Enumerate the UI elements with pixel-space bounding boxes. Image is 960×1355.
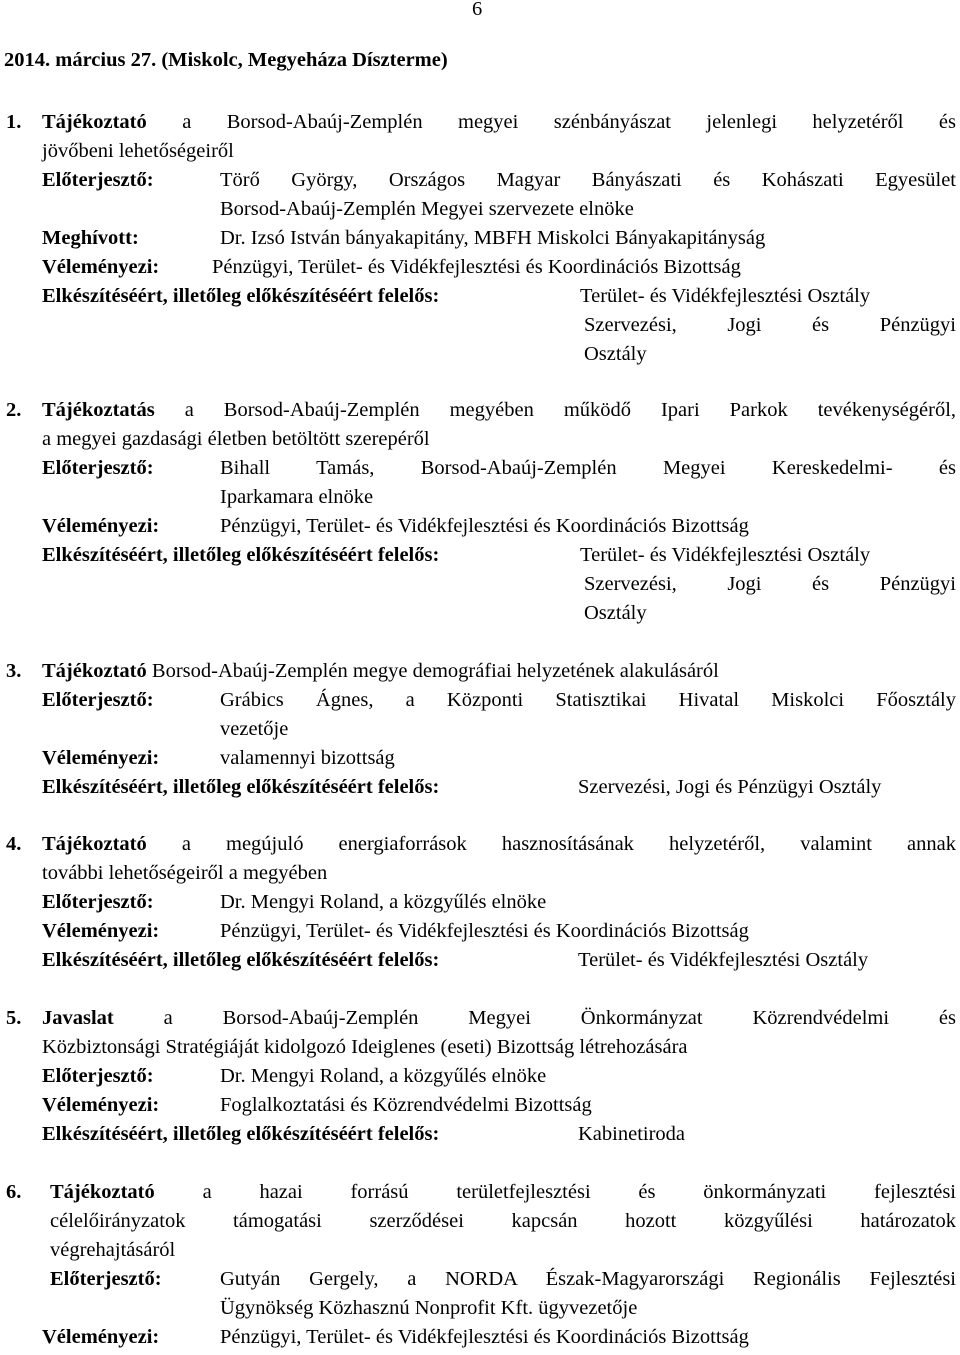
item-number: 3. xyxy=(6,660,22,682)
item-title-text: a Borsod-Abaúj-Zemplén Megyei Önkormányzat Közrendvédelmi és xyxy=(163,1007,957,1029)
responsible-value: Szervezési, Jogi és Pénzügyi xyxy=(584,314,956,336)
item-title-line: Közbiztonsági Stratégiáját kidolgozó Ideiglenes (eseti) Bizottság létrehozására xyxy=(42,1036,688,1058)
session-heading: 2014. március 27. (Miskolc, Megyeháza Díszterme) xyxy=(4,49,448,71)
item-title-line: a megyei gazdasági életben betöltött szerepéről xyxy=(42,428,430,450)
page-number: 6 xyxy=(472,0,483,20)
responsible-label: Elkészítéséért, illetőleg előkészítéséért felelős: xyxy=(42,285,440,307)
item-number: 2. xyxy=(6,399,22,421)
presenter-label: Előterjesztő: xyxy=(42,457,154,479)
invited-value: Dr. Izsó István bányakapitány, MBFH Miskolci Bányakapitányság xyxy=(220,227,766,249)
presenter-label: Előterjesztő: xyxy=(50,1268,162,1290)
item-title-text: a hazai forrású területfejlesztési és önkormányzati fejlesztési xyxy=(202,1181,957,1203)
responsible-value: Terület- és Vidékfejlesztési Osztály xyxy=(580,285,871,307)
item-number: 4. xyxy=(6,833,22,855)
presenter-value: Gutyán Gergely, a NORDA Észak-Magyarországi Regionális Fejlesztési xyxy=(220,1268,956,1290)
item-number: 5. xyxy=(6,1007,22,1029)
presenter-value: Borsod-Abaúj-Zemplén Megyei szervezete elnöke xyxy=(220,198,634,220)
presenter-label: Előterjesztő: xyxy=(42,689,154,711)
item-title-text: a Borsod-Abaúj-Zemplén megyében működő Ipari Parkok tevékenységéről, xyxy=(184,399,957,421)
reviewer-label: Véleményezi: xyxy=(42,256,160,278)
reviewer-value: valamennyi bizottság xyxy=(220,747,395,769)
presenter-value: Grábics Ágnes, a Központi Statisztikai Hivatal Miskolci Főosztály xyxy=(220,689,956,711)
item-keyword: Tájékoztató xyxy=(42,111,147,133)
item-title-line: további lehetőségeiről a megyében xyxy=(42,862,328,884)
presenter-value: Dr. Mengyi Roland, a közgyűlés elnöke xyxy=(220,891,547,913)
item-title-text: a Borsod-Abaúj-Zemplén megyei szénbányászat jelenlegi helyzetéről és xyxy=(182,111,956,133)
invited-label: Meghívott: xyxy=(42,227,139,249)
reviewer-label: Véleményezi: xyxy=(42,1094,160,1116)
reviewer-label: Véleményezi: xyxy=(42,747,160,769)
reviewer-value: Foglalkoztatási és Közrendvédelmi Bizottság xyxy=(220,1094,592,1116)
item-keyword: Tájékoztató xyxy=(42,833,147,855)
reviewer-value: Pénzügyi, Terület- és Vidékfejlesztési és Koordinációs Bizottság xyxy=(220,920,749,942)
item-title-text: Borsod-Abaúj-Zemplén megye demográfiai helyzetének alakulásáról xyxy=(151,660,719,682)
item-number: 6. xyxy=(6,1181,22,1203)
presenter-value: Törő György, Országos Magyar Bányászati és Kohászati Egyesület xyxy=(220,169,956,191)
responsible-label: Elkészítéséért, illetőleg előkészítéséért felelős: xyxy=(42,544,440,566)
responsible-value: Terület- és Vidékfejlesztési Osztály xyxy=(580,544,871,566)
item-title-line xyxy=(42,833,956,856)
item-number: 1. xyxy=(6,111,22,133)
presenter-value: Iparkamara elnöke xyxy=(220,486,374,508)
presenter-value: Bihall Tamás, Borsod-Abaúj-Zemplén Megyei Kereskedelmi- és xyxy=(220,457,956,479)
item-title-line xyxy=(42,1007,956,1030)
responsible-value: Kabinetiroda xyxy=(578,1123,686,1145)
presenter-label: Előterjesztő: xyxy=(42,891,154,913)
item-title-line xyxy=(50,1181,956,1204)
item-keyword: Tájékoztató xyxy=(42,660,147,682)
item-title-line xyxy=(42,399,956,422)
reviewer-label: Véleményezi: xyxy=(42,1326,160,1348)
presenter-label: Előterjesztő: xyxy=(42,169,154,191)
reviewer-label: Véleményezi: xyxy=(42,920,160,942)
item-keyword: Javaslat xyxy=(42,1007,114,1029)
responsible-value: Szervezési, Jogi és Pénzügyi xyxy=(584,573,956,595)
responsible-label: Elkészítéséért, illetőleg előkészítéséért felelős: xyxy=(42,776,440,798)
item-keyword: Tájékoztató xyxy=(50,1181,155,1203)
presenter-value: Dr. Mengyi Roland, a közgyűlés elnöke xyxy=(220,1065,547,1087)
reviewer-value: Pénzügyi, Terület- és Vidékfejlesztési és Koordinációs Bizottság xyxy=(212,256,741,278)
responsible-value: Szervezési, Jogi és Pénzügyi Osztály xyxy=(578,776,882,798)
responsible-value: Osztály xyxy=(584,602,647,624)
item-title-line xyxy=(42,111,956,134)
responsible-label: Elkészítéséért, illetőleg előkészítéséért felelős: xyxy=(42,949,440,971)
item-title-line: célelőirányzatok támogatási szerződései kapcsán hozott közgyűlési határozatok xyxy=(50,1210,956,1232)
responsible-label: Elkészítéséért, illetőleg előkészítéséért felelős: xyxy=(42,1123,440,1145)
reviewer-value: Pénzügyi, Terület- és Vidékfejlesztési és Koordinációs Bizottság xyxy=(220,1326,749,1348)
item-title-line xyxy=(42,660,956,683)
item-title-line: végrehajtásáról xyxy=(50,1239,176,1261)
presenter-value: vezetője xyxy=(220,718,289,740)
presenter-value: Ügynökség Közhasznú Nonprofit Kft. ügyvezetője xyxy=(220,1297,638,1319)
responsible-value: Osztály xyxy=(584,343,647,365)
item-title-line: jövőbeni lehetőségeiről xyxy=(42,140,234,162)
responsible-value: Terület- és Vidékfejlesztési Osztály xyxy=(578,949,869,971)
presenter-label: Előterjesztő: xyxy=(42,1065,154,1087)
item-keyword: Tájékoztatás xyxy=(42,399,155,421)
reviewer-value: Pénzügyi, Terület- és Vidékfejlesztési és Koordinációs Bizottság xyxy=(220,515,749,537)
reviewer-label: Véleményezi: xyxy=(42,515,160,537)
item-title-text: a megújuló energiaforrások hasznosításának helyzetéről, valamint annak xyxy=(181,833,956,855)
